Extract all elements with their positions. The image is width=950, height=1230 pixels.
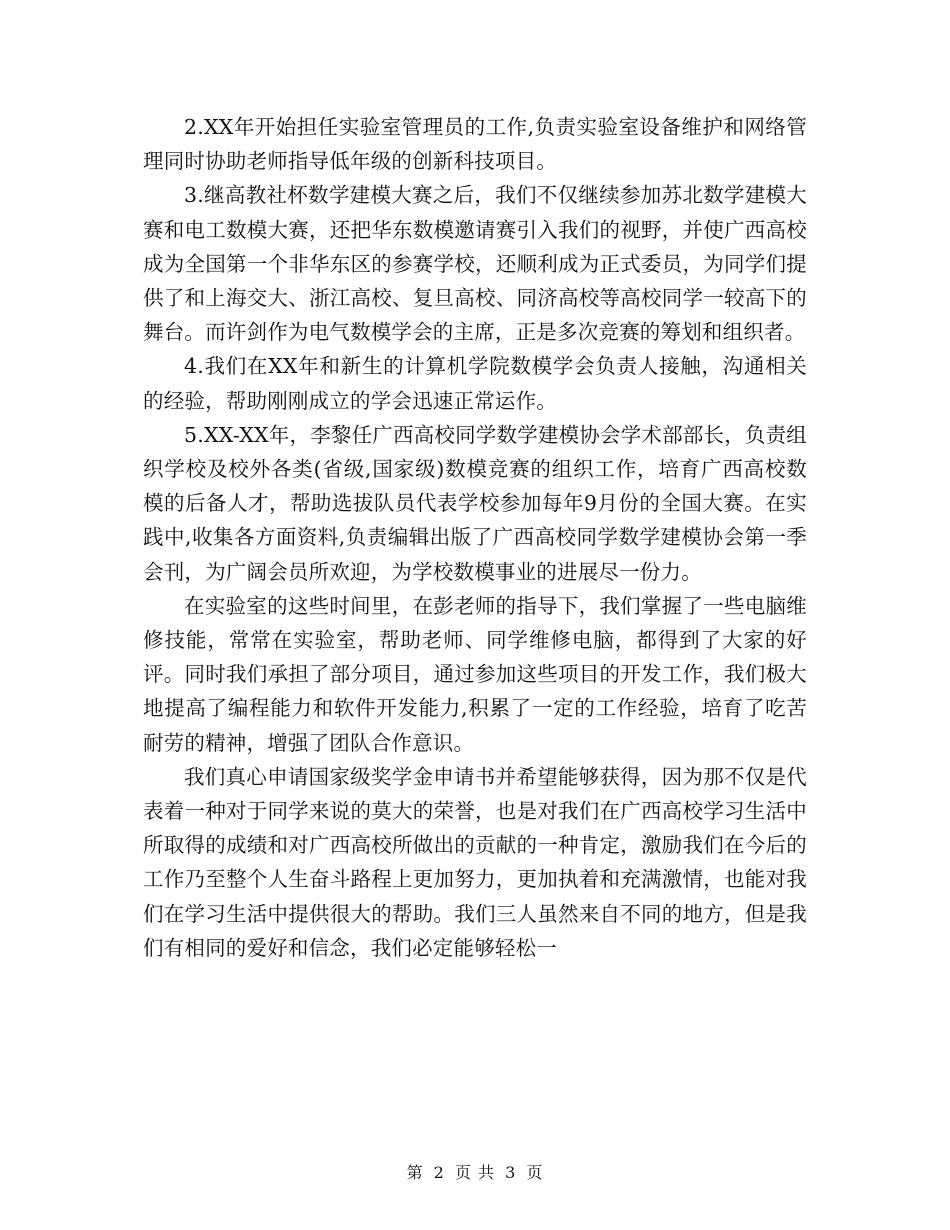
document-body	[143, 110, 807, 965]
paragraph-lab-experience: 在实验室的这些时间里，在彭老师的指导下，我们掌握了一些电脑维修技能，常常在实验室，帮助老师、同学维修电脑，都得到了大家的好评。同时我们承担了部分项目，通过参加这些项目的开发工作，我们极大地提高了编程能力和软件开发能力,积累了一定的工作经验，培育了吃苦耐劳的精神，增强了团队合作意识。	[143, 593, 807, 755]
footer-suffix: 页	[526, 1163, 544, 1182]
footer-mid: 页 共	[454, 1163, 496, 1182]
paragraph-item-2: 2.XX年开始担任实验室管理员的工作,负责实验室设备维护和网络管理同时协助老师指导低年级的创新科技项目。	[143, 115, 807, 174]
footer-total-pages: 3	[505, 1163, 517, 1182]
paragraph-item-4: 4.我们在XX年和新生的计算机学院数模学会负责人接触，沟通相关的经验，帮助刚刚成立的学会迅速正常运作。	[143, 354, 807, 413]
paragraph-item-5: 5.XX-XX年，李黎任广西高校同学数学建模协会学术部部长，负责组织学校及校外各类(省级,国家级)数模竞赛的组织工作，培育广西高校数模的后备人才，帮助选拔队员代表学校参加每年9月份的全国大赛。在实践中,收集各方面资料,负责编辑出版了广西高校同学数学建模协会第一季会刊，为广阔会员所欢迎，为学校数模事业的进展尽一份力。	[143, 422, 807, 584]
paragraph-item-3: 3.继高教社杯数学建模大赛之后，我们不仅继续参加苏北数学建模大赛和电工数模大赛，还把华东数模邀请赛引入我们的视野，并使广西高校成为全国第一个非华东区的参赛学校，还顺利成为正式委员，为同学们提供了和上海交大、浙江高校、复旦高校、同济高校等高校同学一较高下的舞台。而许剑作为电气数模学会的主席，正是多次竞赛的筹划和组织者。	[143, 183, 807, 345]
paragraph-application: 我们真心申请国家级奖学金申请书并希望能够获得，因为那不仅是代表着一种对于同学来说的莫大的荣誉，也是对我们在广西高校学习生活中所取得的成绩和对广西高校所做出的贡献的一种肯定，激励我们在今后的工作乃至整个人生奋斗路程上更加努力，更加执着和充满激情，也能对我们在学习生活中提供很大的帮助。我们三人虽然来自不同的地方，但是我们有相同的爱好和信念，我们必定能够轻松一	[143, 764, 807, 960]
page-footer	[0, 1160, 950, 1183]
footer-page-number: 2	[433, 1163, 445, 1182]
footer-prefix: 第	[406, 1163, 424, 1182]
